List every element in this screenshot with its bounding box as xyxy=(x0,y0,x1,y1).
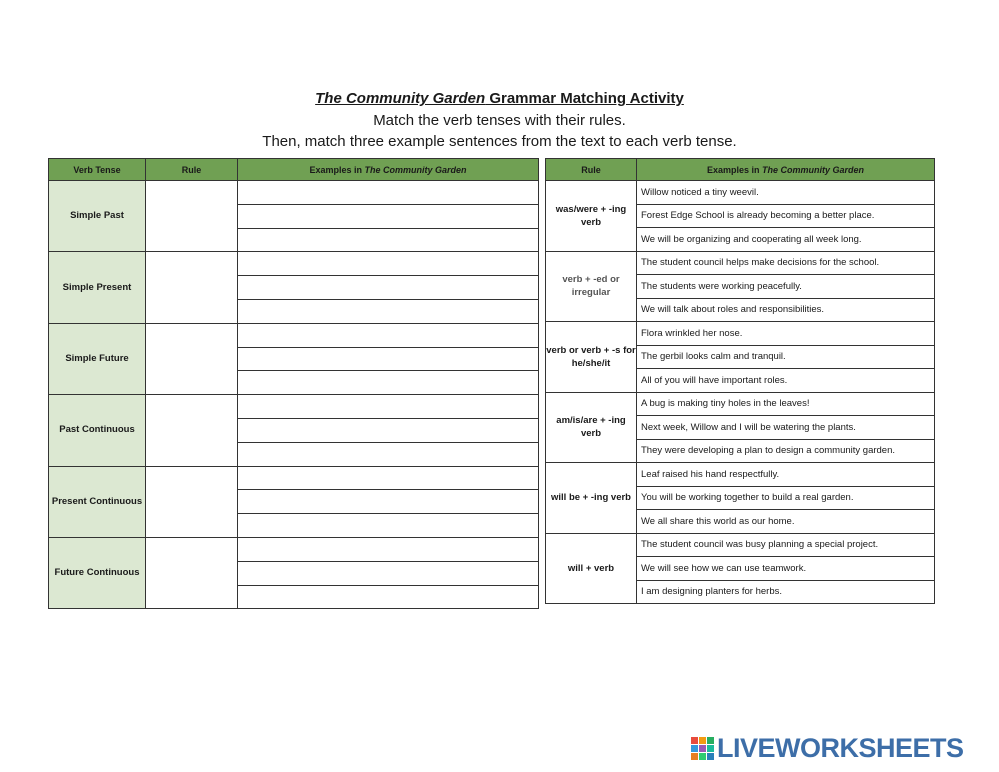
answer-row xyxy=(49,323,539,347)
rule-option[interactable]: am/is/are + -ing verb xyxy=(546,392,637,463)
sentence-option[interactable]: All of you will have important roles. xyxy=(637,369,935,393)
logo-block xyxy=(707,753,714,760)
example-drop-zone[interactable] xyxy=(238,181,539,205)
rule-drop-zone[interactable] xyxy=(146,466,238,537)
title-italic: The Community Garden xyxy=(315,90,486,107)
example-drop-zone[interactable] xyxy=(238,299,539,323)
rule-drop-zone[interactable] xyxy=(146,252,238,323)
logo-block xyxy=(691,745,698,752)
options-table xyxy=(545,158,935,604)
verb-tense-cell: Simple Present xyxy=(49,252,146,323)
example-drop-zone[interactable] xyxy=(238,514,539,538)
answer-row xyxy=(49,252,539,276)
worksheet-title xyxy=(0,89,999,109)
header-verb-tense: Verb Tense xyxy=(49,159,146,181)
option-row xyxy=(546,322,935,346)
example-drop-zone[interactable] xyxy=(238,537,539,561)
sentence-option[interactable]: A bug is making tiny holes in the leaves! xyxy=(637,392,935,416)
option-row xyxy=(546,181,935,205)
example-drop-zone[interactable] xyxy=(238,252,539,276)
example-drop-zone[interactable] xyxy=(238,418,539,442)
sentence-option[interactable]: Next week, Willow and I will be watering the plants. xyxy=(637,416,935,440)
header-examples: Examples in The Community Garden xyxy=(238,159,539,181)
logo-block xyxy=(699,753,706,760)
answer-row xyxy=(49,466,539,490)
rule-option[interactable]: verb or verb + -s for he/she/it xyxy=(546,322,637,393)
logo-block xyxy=(691,737,698,744)
logo-block xyxy=(707,737,714,744)
sentence-option[interactable]: Flora wrinkled her nose. xyxy=(637,322,935,346)
sentence-option[interactable]: They were developing a plan to design a community garden. xyxy=(637,439,935,463)
title-rest: Grammar Matching Activity xyxy=(485,90,684,107)
option-row xyxy=(546,392,935,416)
example-drop-zone[interactable] xyxy=(238,371,539,395)
header-rule: Rule xyxy=(546,159,637,181)
logo-block xyxy=(699,745,706,752)
answer-row xyxy=(49,181,539,205)
example-drop-zone[interactable] xyxy=(238,276,539,300)
sentence-option[interactable]: I am designing planters for herbs. xyxy=(637,580,935,604)
rule-option[interactable]: will be + -ing verb xyxy=(546,463,637,534)
option-row xyxy=(546,463,935,487)
rule-option[interactable]: verb + -ed or irregular xyxy=(546,251,637,322)
answer-row xyxy=(49,537,539,561)
example-drop-zone[interactable] xyxy=(238,561,539,585)
example-drop-zone[interactable] xyxy=(238,466,539,490)
rule-drop-zone[interactable] xyxy=(146,537,238,608)
logo-block xyxy=(691,753,698,760)
verb-tense-cell: Future Continuous xyxy=(49,537,146,608)
rule-option[interactable]: was/were + -ing verb xyxy=(546,181,637,252)
example-drop-zone[interactable] xyxy=(238,585,539,609)
liveworksheets-logo xyxy=(691,733,964,763)
sentence-option[interactable]: Leaf raised his hand respectfully. xyxy=(637,463,935,487)
option-row xyxy=(546,533,935,557)
sentence-option[interactable]: We all share this world as our home. xyxy=(637,510,935,534)
example-drop-zone[interactable] xyxy=(238,323,539,347)
logo-block xyxy=(707,745,714,752)
example-drop-zone[interactable] xyxy=(238,204,539,228)
example-drop-zone[interactable] xyxy=(238,347,539,371)
rule-drop-zone[interactable] xyxy=(146,323,238,394)
verb-tense-cell: Past Continuous xyxy=(49,395,146,466)
example-drop-zone[interactable] xyxy=(238,395,539,419)
sentence-option[interactable]: We will see how we can use teamwork. xyxy=(637,557,935,581)
answer-row xyxy=(49,395,539,419)
instruction-line-2: Then, match three example sentences from the text to each verb tense. xyxy=(262,133,737,150)
example-drop-zone[interactable] xyxy=(238,228,539,252)
logo-block xyxy=(699,737,706,744)
example-drop-zone[interactable] xyxy=(238,490,539,514)
sentence-option[interactable]: The student council helps make decisions for the school. xyxy=(637,251,935,275)
sentence-option[interactable]: You will be working together to build a real garden. xyxy=(637,486,935,510)
options-table-header xyxy=(546,159,935,181)
sentence-option[interactable]: Forest Edge School is already becoming a better place. xyxy=(637,204,935,228)
option-row xyxy=(546,251,935,275)
sentence-option[interactable]: Willow noticed a tiny weevil. xyxy=(637,181,935,205)
sentence-option[interactable]: We will talk about roles and responsibilities. xyxy=(637,298,935,322)
logo-text: LIVEWORKSHEETS xyxy=(717,733,964,763)
sentence-option[interactable]: We will be organizing and cooperating all week long. xyxy=(637,228,935,252)
sentence-option[interactable]: The gerbil looks calm and tranquil. xyxy=(637,345,935,369)
rule-drop-zone[interactable] xyxy=(146,395,238,466)
sentence-option[interactable]: The students were working peacefully. xyxy=(637,275,935,299)
verb-tense-cell: Simple Past xyxy=(49,181,146,252)
answer-table xyxy=(48,158,539,609)
example-drop-zone[interactable] xyxy=(238,442,539,466)
verb-tense-cell: Simple Future xyxy=(49,323,146,394)
logo-blocks-icon xyxy=(691,737,714,760)
rule-drop-zone[interactable] xyxy=(146,181,238,252)
rule-option[interactable]: will + verb xyxy=(546,533,637,604)
header-rule: Rule xyxy=(146,159,238,181)
answer-table-header xyxy=(49,159,539,181)
sentence-option[interactable]: The student council was busy planning a special project. xyxy=(637,533,935,557)
header-examples: Examples in The Community Garden xyxy=(637,159,935,181)
verb-tense-cell: Present Continuous xyxy=(49,466,146,537)
instruction-line-1: Match the verb tenses with their rules. xyxy=(373,112,626,129)
